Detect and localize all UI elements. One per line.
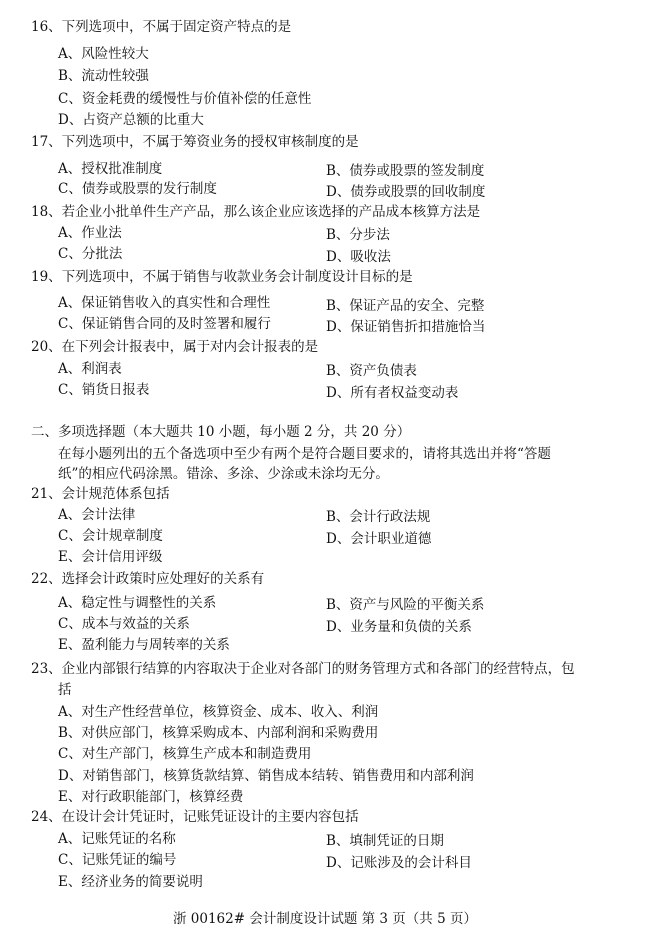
question-21-option-b: B、会计行政法规 bbox=[326, 509, 431, 525]
question-20-option-d: D、所有者权益变动表 bbox=[326, 385, 459, 401]
question-23-stem: 23、企业内部银行结算的内容取决于企业对各部门的财务管理方式和各部门的经营特点，包 bbox=[31, 661, 575, 677]
question-23-option-a: A、对生产性经营单位，核算资金、成本、收入、利润 bbox=[58, 704, 379, 720]
question-24-option-b: B、填制凭证的日期 bbox=[326, 833, 444, 849]
section-title: 二、多项选择题（本大题共 10 小题，每小题 2 分，共 20 分） bbox=[31, 424, 411, 440]
question-24-option-d: D、记账涉及的会计科目 bbox=[326, 855, 472, 871]
question-22-stem: 22、选择会计政策时应处理好的关系有 bbox=[31, 571, 265, 587]
question-19-option-b: B、保证产品的安全、完整 bbox=[326, 298, 485, 314]
question-19-option-c: C、保证销售合同的及时签署和履行 bbox=[58, 316, 271, 332]
question-23-option-d: D、对销售部门，核算货款结算、销售成本结转、销售费用和内部利润 bbox=[58, 768, 474, 784]
question-24-option-a: A、记账凭证的名称 bbox=[58, 831, 176, 847]
question-20-option-c: C、销货日报表 bbox=[58, 382, 150, 398]
question-23-stem-continued: 括 bbox=[58, 682, 72, 698]
question-20-option-a: A、利润表 bbox=[58, 361, 122, 377]
question-17-option-b: B、债券或股票的签发制度 bbox=[326, 163, 485, 179]
question-16-option-c: C、资金耗费的缓慢性与价值补偿的任意性 bbox=[58, 91, 312, 107]
question-19-option-d: D、保证销售折扣措施恰当 bbox=[326, 319, 486, 335]
question-21-option-a: A、会计法律 bbox=[58, 507, 136, 523]
question-21-option-c: C、会计规章制度 bbox=[58, 528, 163, 544]
question-22-option-b: B、资产与风险的平衡关系 bbox=[326, 597, 485, 613]
section-instructions-line-2: 纸”的相应代码涂黑。错涂、多涂、少涂或未涂均无分。 bbox=[58, 466, 389, 482]
question-23-option-e: E、对行政职能部门，核算经费 bbox=[58, 789, 244, 805]
question-17-option-a: A、授权批准制度 bbox=[58, 161, 163, 177]
question-23-option-b: B、对供应部门，核算采购成本、内部利润和采购费用 bbox=[58, 725, 379, 741]
question-16-option-d: D、占资产总额的比重大 bbox=[58, 112, 204, 128]
question-17-option-d: D、债券或股票的回收制度 bbox=[326, 184, 486, 200]
question-24-option-c: C、记账凭证的编号 bbox=[58, 852, 177, 868]
question-17-stem: 17、下列选项中，不属于筹资业务的授权审核制度的是 bbox=[31, 134, 359, 150]
question-19-option-a: A、保证销售收入的真实性和合理性 bbox=[58, 295, 271, 311]
question-18-stem: 18、若企业小批单件生产产品，那么该企业应该选择的产品成本核算方法是 bbox=[31, 204, 481, 220]
question-16-option-b: B、流动性较强 bbox=[58, 68, 149, 84]
question-22-option-d: D、业务量和负债的关系 bbox=[326, 619, 472, 635]
question-18-option-c: C、分批法 bbox=[58, 246, 123, 262]
question-18-option-a: A、作业法 bbox=[58, 225, 122, 241]
question-20-option-b: B、资产负债表 bbox=[326, 363, 417, 379]
section-instructions-line-1: 在每小题列出的五个备选项中至少有两个是符合题目要求的，请将其选出并将“答题 bbox=[58, 446, 551, 462]
page-footer: 浙 00162# 会计制度设计试题 第 3 页（共 5 页） bbox=[173, 911, 477, 927]
question-16-option-a: A、风险性较大 bbox=[58, 46, 149, 62]
question-24-stem: 24、在设计会计凭证时，记账凭证设计的主要内容包括 bbox=[31, 809, 359, 825]
question-20-stem: 20、在下列会计报表中，属于对内会计报表的是 bbox=[31, 339, 319, 355]
question-24-option-e: E、经济业务的简要说明 bbox=[58, 874, 203, 890]
question-21-option-d: D、会计职业道德 bbox=[326, 531, 432, 547]
question-18-option-b: B、分步法 bbox=[326, 227, 390, 243]
question-16-stem: 16、下列选项中，不属于固定资产特点的是 bbox=[31, 19, 292, 35]
question-18-option-d: D、吸收法 bbox=[326, 249, 391, 265]
question-22-option-e: E、盈利能力与周转率的关系 bbox=[58, 637, 230, 653]
question-19-stem: 19、下列选项中，不属于销售与收款业务会计制度设计目标的是 bbox=[31, 269, 413, 285]
question-21-stem: 21、会计规范体系包括 bbox=[31, 486, 170, 502]
question-22-option-c: C、成本与效益的关系 bbox=[58, 616, 190, 632]
question-17-option-c: C、债券或股票的发行制度 bbox=[58, 181, 217, 197]
question-23-option-c: C、对生产部门，核算生产成本和制造费用 bbox=[58, 746, 312, 762]
question-22-option-a: A、稳定性与调整性的关系 bbox=[58, 595, 217, 611]
question-21-option-e: E、会计信用评级 bbox=[58, 549, 163, 565]
